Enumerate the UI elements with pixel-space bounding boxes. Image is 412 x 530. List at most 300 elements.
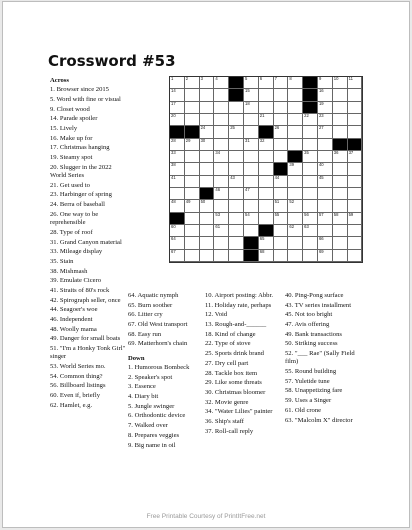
grid-cell[interactable] xyxy=(185,77,200,89)
grid-cell[interactable] xyxy=(333,250,348,262)
grid-cell[interactable] xyxy=(274,102,289,114)
grid-cell[interactable] xyxy=(200,151,215,163)
across-clue xyxy=(50,154,126,162)
grid-cell[interactable] xyxy=(200,213,215,225)
grid-cell[interactable] xyxy=(348,151,363,163)
grid-cell[interactable] xyxy=(318,200,333,212)
down-clue xyxy=(128,364,200,372)
crossword-grid[interactable] xyxy=(169,76,363,263)
clue-text: Old crone xyxy=(293,406,322,414)
clue-text: Spirograph seller, once xyxy=(58,296,121,304)
cell-number: 25 xyxy=(230,125,235,131)
clue-text: Grand Canyon material xyxy=(58,238,122,246)
grid-cell[interactable] xyxy=(214,126,229,138)
grid-cell[interactable] xyxy=(348,89,363,101)
clue-number: 24. xyxy=(50,201,59,209)
clue-text: "Malcolm X" director xyxy=(293,416,353,424)
clue-number: 19. xyxy=(50,154,59,162)
across-clue xyxy=(128,331,200,339)
grid-cell[interactable] xyxy=(170,89,185,101)
grid-cell[interactable] xyxy=(185,114,200,126)
grid-cell[interactable] xyxy=(303,151,318,163)
grid-cell[interactable] xyxy=(244,89,259,101)
grid-cell[interactable] xyxy=(200,237,215,249)
grid-cell[interactable] xyxy=(288,77,303,89)
grid-block-cell xyxy=(244,250,259,262)
across-clue xyxy=(50,106,126,114)
clue-text: Unappetizing fare xyxy=(293,387,343,395)
grid-cell[interactable] xyxy=(185,102,200,114)
grid-cell[interactable] xyxy=(333,77,348,89)
grid-cell[interactable] xyxy=(288,225,303,237)
grid-cell[interactable] xyxy=(259,139,274,151)
grid-cell[interactable] xyxy=(348,77,363,89)
grid-cell[interactable] xyxy=(214,89,229,101)
grid-cell[interactable] xyxy=(185,250,200,262)
down-clue xyxy=(205,408,281,416)
grid-cell[interactable] xyxy=(244,126,259,138)
grid-cell[interactable] xyxy=(214,250,229,262)
grid-cell[interactable] xyxy=(333,151,348,163)
clue-text: Independent xyxy=(58,316,93,324)
clue-text: Walked over xyxy=(132,422,168,430)
across-clue xyxy=(50,363,126,371)
grid-cell[interactable] xyxy=(229,237,244,249)
clue-number: 69. xyxy=(128,340,137,348)
grid-cell[interactable] xyxy=(229,126,244,138)
down-clue xyxy=(285,407,365,415)
grid-cell[interactable] xyxy=(348,213,363,225)
cell-number: 18 xyxy=(244,100,250,106)
grid-cell[interactable] xyxy=(318,176,333,188)
grid-cell[interactable] xyxy=(200,139,215,151)
grid-cell[interactable] xyxy=(214,163,229,175)
clue-text: Litter cry xyxy=(136,311,163,319)
cell-number: 67 xyxy=(171,248,176,254)
grid-cell[interactable] xyxy=(348,126,363,138)
grid-cell[interactable] xyxy=(200,200,215,212)
clue-number: 17. xyxy=(50,144,59,152)
grid-cell[interactable] xyxy=(348,176,363,188)
down-clue xyxy=(205,389,281,397)
clue-number: 40. xyxy=(285,292,294,299)
grid-cell[interactable] xyxy=(318,188,333,200)
grid-cell[interactable] xyxy=(348,225,363,237)
grid-cell[interactable] xyxy=(200,102,215,114)
grid-cell[interactable] xyxy=(288,126,303,138)
across-clue xyxy=(50,316,126,324)
grid-cell[interactable] xyxy=(274,176,289,188)
clue-text: Yuletide tune xyxy=(293,377,330,385)
grid-cell[interactable] xyxy=(244,225,259,237)
cell-number: 29 xyxy=(185,137,191,143)
clue-number: 12. xyxy=(205,311,214,319)
clue-number: 44. xyxy=(50,306,59,314)
grid-cell[interactable] xyxy=(214,188,229,200)
grid-cell[interactable] xyxy=(200,89,215,101)
clue-number: 6. xyxy=(128,412,133,420)
down-clue xyxy=(285,340,365,348)
grid-cell[interactable] xyxy=(274,151,289,163)
grid-cell[interactable] xyxy=(229,139,244,151)
across-clue xyxy=(50,125,126,133)
grid-cell[interactable] xyxy=(274,250,289,262)
clue-number: 10. xyxy=(205,292,214,299)
cell-number: 60 xyxy=(171,223,176,229)
clue-number: 9. xyxy=(50,105,55,113)
grid-cell[interactable] xyxy=(259,77,274,89)
grid-cell[interactable] xyxy=(229,250,244,262)
grid-cell[interactable] xyxy=(185,200,200,212)
down-clue xyxy=(205,379,281,387)
clue-text: Big name in oil xyxy=(132,441,176,449)
grid-cell[interactable] xyxy=(244,151,259,163)
grid-cell[interactable] xyxy=(259,151,274,163)
grid-cell[interactable] xyxy=(318,126,333,138)
across-clue xyxy=(128,302,200,310)
grid-cell[interactable] xyxy=(259,89,274,101)
down-clue xyxy=(205,418,281,426)
cell-number: 38 xyxy=(171,162,176,168)
clue-text: Kind of change xyxy=(213,330,256,338)
grid-cell[interactable] xyxy=(288,89,303,101)
clue-number: 13. xyxy=(205,321,214,329)
down-clue xyxy=(205,321,281,329)
grid-cell[interactable] xyxy=(333,176,348,188)
grid-cell[interactable] xyxy=(200,225,215,237)
clue-number: 53. xyxy=(50,363,59,371)
grid-cell[interactable] xyxy=(214,200,229,212)
cell-number: 39 xyxy=(289,162,295,168)
clue-text: Type of stove xyxy=(213,340,251,348)
grid-cell[interactable] xyxy=(274,213,289,225)
cell-number: 61 xyxy=(215,223,221,229)
grid-cell[interactable] xyxy=(333,237,348,249)
down-clue xyxy=(285,302,365,310)
grid-cell[interactable] xyxy=(303,225,318,237)
clue-text: Seagoer's woe xyxy=(58,306,98,314)
grid-cell[interactable] xyxy=(288,102,303,114)
grid-cell[interactable] xyxy=(229,102,244,114)
grid-cell[interactable] xyxy=(288,163,303,175)
grid-cell[interactable] xyxy=(288,200,303,212)
grid-cell[interactable] xyxy=(244,139,259,151)
grid-cell[interactable] xyxy=(185,89,200,101)
grid-cell[interactable] xyxy=(244,102,259,114)
grid-cell[interactable] xyxy=(333,188,348,200)
across-clue xyxy=(50,86,126,94)
grid-cell[interactable] xyxy=(259,213,274,225)
grid-cell[interactable] xyxy=(170,176,185,188)
down-clue xyxy=(285,378,365,386)
clue-text: Closet wood xyxy=(54,105,90,113)
grid-cell[interactable] xyxy=(348,237,363,249)
down-clue xyxy=(285,321,365,329)
grid-cell[interactable] xyxy=(333,114,348,126)
down-clue xyxy=(205,292,281,300)
grid-cell[interactable] xyxy=(333,200,348,212)
down-clue xyxy=(205,399,281,407)
clue-number: 51. xyxy=(50,345,59,353)
cell-number: 34 xyxy=(215,149,221,155)
down-clue xyxy=(205,340,281,348)
grid-block-cell xyxy=(259,126,274,138)
across-clue xyxy=(128,292,200,300)
grid-block-cell xyxy=(229,89,244,101)
cell-number: 64 xyxy=(171,236,176,242)
down-clue xyxy=(128,412,200,420)
grid-cell[interactable] xyxy=(333,225,348,237)
grid-cell[interactable] xyxy=(214,151,229,163)
across-clue xyxy=(50,268,126,276)
grid-cell[interactable] xyxy=(200,250,215,262)
grid-cell[interactable] xyxy=(259,176,274,188)
grid-cell[interactable] xyxy=(303,200,318,212)
clue-text: "I'm a Honky Tonk Girl" singer xyxy=(50,345,126,361)
down-clue xyxy=(285,368,365,376)
grid-cell[interactable] xyxy=(318,213,333,225)
cell-number: 31 xyxy=(244,137,250,143)
grid-cell[interactable] xyxy=(348,163,363,175)
cell-number: 43 xyxy=(230,174,235,180)
grid-cell[interactable] xyxy=(348,188,363,200)
grid-cell[interactable] xyxy=(274,200,289,212)
clue-text: Round building xyxy=(293,368,337,376)
grid-cell[interactable] xyxy=(200,176,215,188)
clue-text: Striking success xyxy=(293,340,338,348)
grid-cell[interactable] xyxy=(185,237,200,249)
grid-cell[interactable] xyxy=(303,237,318,249)
clue-number: 57. xyxy=(285,377,294,385)
clue-number: 62. xyxy=(50,401,59,409)
grid-cell[interactable] xyxy=(214,102,229,114)
clue-number: 2. xyxy=(128,373,133,381)
clue-column-1 xyxy=(50,77,126,412)
across-clue xyxy=(50,115,126,123)
clue-number: 4. xyxy=(128,393,133,401)
grid-cell[interactable] xyxy=(288,176,303,188)
down-clue xyxy=(205,311,281,319)
grid-cell[interactable] xyxy=(303,126,318,138)
grid-cell[interactable] xyxy=(259,188,274,200)
grid-cell[interactable] xyxy=(185,151,200,163)
cell-number: 41 xyxy=(171,174,176,180)
grid-cell[interactable] xyxy=(229,213,244,225)
clue-text: Billboard listings xyxy=(58,382,106,390)
grid-cell[interactable] xyxy=(214,237,229,249)
grid-cell[interactable] xyxy=(288,114,303,126)
across-clue xyxy=(50,211,126,228)
clue-text: "Water Lilies" painter xyxy=(213,408,273,416)
grid-cell[interactable] xyxy=(274,237,289,249)
clue-text: Prepares veggies xyxy=(132,431,180,439)
grid-cell[interactable] xyxy=(333,89,348,101)
grid-cell[interactable] xyxy=(288,237,303,249)
clue-number: 58. xyxy=(285,387,294,395)
grid-cell[interactable] xyxy=(170,114,185,126)
clue-number: 7. xyxy=(128,422,133,430)
grid-cell[interactable] xyxy=(318,139,333,151)
grid-cell[interactable] xyxy=(214,77,229,89)
clue-column-2 xyxy=(128,292,200,451)
grid-cell[interactable] xyxy=(303,188,318,200)
grid-cell[interactable] xyxy=(303,163,318,175)
grid-cell[interactable] xyxy=(170,163,185,175)
clue-text: Void xyxy=(213,311,228,319)
clue-text: Rough-and-______ xyxy=(213,321,267,329)
grid-cell[interactable] xyxy=(170,250,185,262)
clue-text: Humorous Bombeck xyxy=(132,364,190,372)
clue-number: 45. xyxy=(285,311,294,319)
grid-cell[interactable] xyxy=(200,163,215,175)
clue-number: 56. xyxy=(50,382,59,390)
across-clue xyxy=(50,182,126,190)
grid-cell[interactable] xyxy=(185,176,200,188)
clue-number: 49. xyxy=(285,330,294,338)
grid-cell[interactable] xyxy=(348,114,363,126)
down-clue xyxy=(128,383,200,391)
down-clue xyxy=(285,350,365,367)
down-clue xyxy=(205,331,281,339)
clue-text: Matterhorn's chain xyxy=(136,340,188,348)
clue-text: Not too bright xyxy=(293,311,333,319)
clue-text: Lively xyxy=(58,125,78,133)
clue-number: 28. xyxy=(205,369,214,377)
down-clue xyxy=(205,370,281,378)
grid-cell[interactable] xyxy=(259,163,274,175)
clue-text: Christmas hanging xyxy=(58,144,110,152)
grid-cell[interactable] xyxy=(303,114,318,126)
grid-cell[interactable] xyxy=(274,89,289,101)
grid-cell[interactable] xyxy=(303,176,318,188)
clue-number: 43. xyxy=(285,301,294,309)
grid-cell[interactable] xyxy=(229,200,244,212)
clue-number: 9. xyxy=(128,441,133,449)
grid-cell[interactable] xyxy=(244,114,259,126)
cell-number: 15 xyxy=(244,88,250,94)
grid-cell[interactable] xyxy=(318,163,333,175)
across-clue xyxy=(50,306,126,314)
clue-number: 22. xyxy=(205,340,214,348)
grid-cell[interactable] xyxy=(259,200,274,212)
cell-number: 57 xyxy=(318,211,324,217)
clue-number: 26. xyxy=(50,210,59,218)
grid-cell[interactable] xyxy=(229,188,244,200)
cell-number: 3 xyxy=(200,76,203,81)
grid-cell[interactable] xyxy=(259,114,274,126)
across-clue-list xyxy=(50,86,126,410)
grid-cell[interactable] xyxy=(288,250,303,262)
down-clue xyxy=(205,350,281,358)
grid-cell[interactable] xyxy=(214,225,229,237)
clue-number: 14. xyxy=(50,115,59,123)
grid-cell[interactable] xyxy=(244,200,259,212)
grid-block-cell xyxy=(244,237,259,249)
cell-number: 36 xyxy=(333,149,339,155)
grid-cell[interactable] xyxy=(274,139,289,151)
grid-cell[interactable] xyxy=(170,237,185,249)
grid-cell[interactable] xyxy=(318,250,333,262)
grid-cell[interactable] xyxy=(274,76,292,89)
grid-cell[interactable] xyxy=(244,213,259,225)
down-clue xyxy=(128,374,200,382)
across-clue xyxy=(50,96,126,104)
clue-number: 15. xyxy=(50,125,59,133)
cell-number: 54 xyxy=(244,211,250,217)
clue-text: Avis offering xyxy=(293,321,330,329)
across-clue xyxy=(128,321,200,329)
grid-cell[interactable] xyxy=(318,237,333,249)
clue-text: Movie genre xyxy=(213,398,249,406)
across-clue xyxy=(50,144,126,152)
across-clue xyxy=(50,402,126,410)
cell-number: 4 xyxy=(215,76,218,81)
grid-cell[interactable] xyxy=(274,126,289,138)
across-clue xyxy=(50,191,126,199)
clue-text: Word with fine or visual xyxy=(54,95,121,103)
grid-cell[interactable] xyxy=(170,200,185,212)
across-clue xyxy=(50,345,126,362)
grid-cell[interactable] xyxy=(185,225,200,237)
grid-cell[interactable] xyxy=(229,176,244,188)
grid-cell[interactable] xyxy=(348,200,363,212)
down-clue xyxy=(285,387,365,395)
grid-block-cell xyxy=(303,77,318,89)
clue-number: 47. xyxy=(285,321,294,329)
grid-cell[interactable] xyxy=(244,188,259,200)
across-header: Across xyxy=(50,77,69,84)
clue-text: Get used to xyxy=(58,181,90,189)
grid-cell[interactable] xyxy=(333,102,348,114)
grid-cell[interactable] xyxy=(274,225,289,237)
grid-cell[interactable] xyxy=(229,163,244,175)
cell-number: 66 xyxy=(318,236,324,242)
grid-cell[interactable] xyxy=(229,151,244,163)
across-clue xyxy=(128,311,200,319)
grid-cell[interactable] xyxy=(214,114,229,126)
down-clue xyxy=(128,442,200,450)
grid-cell[interactable] xyxy=(348,250,363,262)
grid-cell[interactable] xyxy=(333,126,348,138)
clue-number: 63. xyxy=(285,416,294,424)
clue-number: 1. xyxy=(50,86,55,94)
cell-number: 45 xyxy=(318,174,324,180)
grid-cell[interactable] xyxy=(259,250,274,262)
grid-cell[interactable] xyxy=(288,139,303,151)
clue-number: 37. xyxy=(205,427,214,435)
grid-cell[interactable] xyxy=(200,126,215,138)
grid-cell[interactable] xyxy=(318,89,333,101)
grid-cell[interactable] xyxy=(185,163,200,175)
down-clue xyxy=(205,428,281,436)
grid-cell[interactable] xyxy=(185,213,200,225)
cell-number: 52 xyxy=(289,199,295,205)
across-clue xyxy=(50,229,126,237)
down-clue xyxy=(128,422,200,430)
grid-cell[interactable] xyxy=(200,76,218,89)
grid-cell[interactable] xyxy=(333,213,348,225)
grid-cell[interactable] xyxy=(185,139,200,151)
grid-cell[interactable] xyxy=(333,163,348,175)
grid-cell[interactable] xyxy=(259,237,274,249)
grid-cell[interactable] xyxy=(229,225,244,237)
grid-cell[interactable] xyxy=(303,250,318,262)
grid-cell[interactable] xyxy=(244,163,259,175)
page-title: Crossword #53 xyxy=(48,52,176,70)
clue-number: 33. xyxy=(50,248,59,256)
clue-text: Roll-call reply xyxy=(213,427,254,435)
grid-cell[interactable] xyxy=(348,102,363,114)
